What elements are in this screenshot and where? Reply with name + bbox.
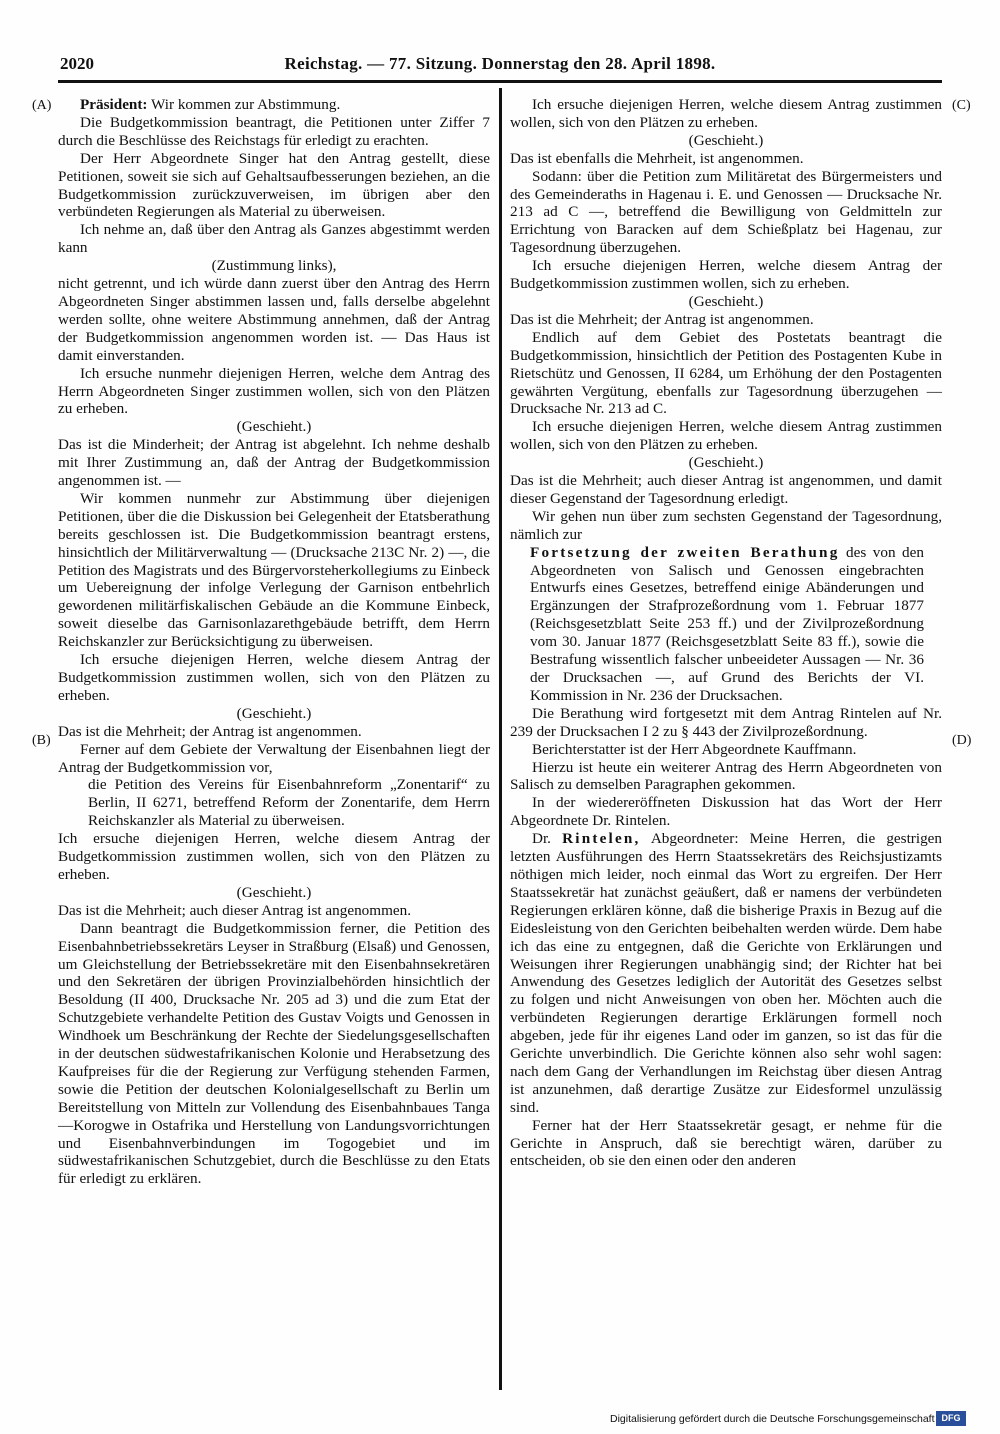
interjection: (Geschieht.)	[236, 418, 312, 436]
interjection: (Geschieht.)	[688, 131, 764, 149]
paragraph: Wir kommen nunmehr zur Abstimmung über diejenigen Petitionen, über die die Diskussion bei Gelegenheit der Etatsberathung bereits geschlossen ist. Die Budgetkommission beantragt erstens, hinsichtlich der Militärverwaltung — (Drucksache 213C Nr. 2) —, die Petition des Magistrats und des Bürgervorsteherkollegiums zu Einbeck um Uebereignung der infolge Verlegung der Garnison entbehrlich gewordenen militärfiskalischen Gebäude an die Kommune Einbeck, soweit dieselbe das Garnisonlazarethgebäude betrifft, dem Herrn Reichskanzler zur Berücksichtigung zu überweisen.	[58, 489, 490, 651]
margin-mark-d: (D)	[952, 733, 972, 748]
paragraph: Dr. Rintelen, Abgeordneter: Meine Herren, die gestrigen letzten Ausführungen des Herrn Staatssekretärs des Reichsjustizamts nöthigen mich leider, noch einmal das Wort zu ergreifen. Der Herr Staatssekretär hat zunächst geäußert, daß er namens der verbündeten Regierungen erklären könne, daß die bisherige Praxis in Bezug auf die Eidesleistung von den Gerichten beibehalten werden würde. Dem habe ich das eine zu entgegnen, daß die Gerichte von Erklärungen und Weisungen ihrer Regierungen unabhängig sind; der Richter hat bei Anwendung des Gesetzes lediglich der Autorität des Gesetzes selbst zu folgen und nicht Anweisungen von oben her. Möchten auch die verbündeten Regierungen derartige Erklärungen formell noch abgeben, jede für ihr eigenes Land oder im ganzen, so ist das für die Gerichte unverbindlich. Die Gerichte können also sehr wohl sagen: nach dem Gang der Verhandlungen im Reichstag über diesen Antrag ist anzunehmen, daß derartige Zusätze zur Eidesformel unzulässig sind.	[510, 830, 943, 1116]
paragraph: Präsident: Wir kommen zur Abstimmung.	[80, 96, 341, 113]
paragraph: Ich ersuche diejenigen Herren, welche diesem Antrag der Budgetkommission zustimmen wollen, sich von den Plätzen zu erheben.	[58, 651, 490, 704]
margin-mark-c: (C)	[952, 98, 971, 113]
paragraph: Das ist die Mehrheit; auch dieser Antrag ist angenommen, und damit dieser Gegenstand der Tagesordnung erledigt.	[510, 472, 942, 507]
paragraph: Ich ersuche diejenigen Herren, welche diesem Antrag der Budgetkommission zustimmen wollen, sich von den Plätzen zu erheben.	[58, 830, 490, 883]
paragraph: Ich nehme an, daß über den Antrag als Ganzes abgestimmt werden kann	[58, 221, 490, 257]
paragraph: Ich ersuche diejenigen Herren, welche diesem Antrag zustimmen wollen, sich von den Plätzen zu erheben.	[510, 418, 942, 454]
speaker-name: Präsident:	[80, 96, 148, 113]
paragraph: Sodann: über die Petition zum Militäretat des Bürgermeisters und des Gemeinderaths in Hagenau i. E. und Genossen — Drucksache Nr. 213 ad C —, betreffend die Bewilligung von Geldmitteln zur Errichtung von Baracken auf dem Schießplatz bei Hagenau, zur Tagesordnung überzugehen.	[510, 167, 942, 257]
page-title: Reichstag. — 77. Sitzung. Donnerstag den 28. April 1898.	[284, 54, 716, 73]
column-divider	[499, 88, 502, 1390]
interjection: (Geschieht.)	[236, 883, 312, 901]
paragraph: Die Berathung wird fortgesetzt mit dem Antrag Rintelen auf Nr. 239 der Drucksachen I 2 zu § 443 der Zivilprozeßordnung.	[510, 704, 942, 740]
credit-text: Digitalisierung gefördert durch die Deutsche Forschungsgemeinschaft	[610, 1413, 935, 1425]
dfg-logo: DFG	[936, 1411, 966, 1426]
paragraph: Ich ersuche diejenigen Herren, welche diesem Antrag zustimmen wollen, sich von den Plätzen zu erheben.	[510, 96, 942, 131]
paragraph: nicht getrennt, und ich würde dann zuerst über den Antrag des Herrn Abgeordneten Singer abstimmen lassen und, falls derselbe abgelehnt werden sollte, ohne weitere Abstimmung annehmen, daß der Antrag der Budgetkommission angenommen worden ist. — Das Haus ist damit einverstanden.	[58, 275, 490, 364]
margin-mark-b: (B)	[32, 733, 51, 748]
paragraph: Wir gehen nun über zum sechsten Gegenstand der Tagesordnung, nämlich zur	[510, 507, 942, 543]
speaker-name: Rintelen,	[562, 830, 641, 848]
interjection: (Geschieht.)	[688, 454, 764, 472]
paragraph: Ich ersuche nunmehr diejenigen Herren, welche dem Antrag des Herrn Abgeordneten Singer zustimmen wollen, sich von den Plätzen zu erheben.	[58, 364, 490, 418]
agenda-heading: Fortsetzung der zweiten Berathung	[530, 543, 840, 561]
indented-motion: die Petition des Vereins für Eisenbahnreform „Zonentarif“ zu Berlin, II 6271, betreffend Reform der Zonentarife, dem Herrn Reichskanzler als Material zu überweisen.	[88, 776, 490, 830]
paragraph: Das ist die Minderheit; der Antrag ist abgelehnt. Ich nehme deshalb mit Ihrer Zustimmung an, daß der Antrag der Budgetkommission angenommen ist. —	[58, 436, 490, 490]
margin-mark-a: (A)	[32, 98, 52, 113]
interjection: (Geschieht.)	[236, 704, 312, 722]
paragraph: Das ist die Mehrheit; der Antrag ist angenommen.	[510, 310, 814, 328]
paragraph: Endlich auf dem Gebiet des Postetats beantragt die Budgetkommission, hinsichtlich der Petition des Postagenten Kube in Rietschütz und Genossen, II 6284, um Erhöhung der den Postagenten gewährten Vergütung, ebenfalls zur Tagesordnung überzugehen — Drucksache Nr. 213 ad C.	[510, 328, 942, 418]
paragraph: Das ist die Mehrheit; der Antrag ist angenommen.	[58, 722, 362, 740]
paragraph: Ich ersuche diejenigen Herren, welche diesem Antrag der Budgetkommission zustimmen wollen, sich zu erheben.	[510, 257, 942, 293]
paragraph: Das ist die Mehrheit; auch dieser Antrag ist angenommen.	[58, 901, 412, 919]
digitization-credit	[610, 1410, 966, 1428]
paragraph: Ferner auf dem Gebiete der Verwaltung der Eisenbahnen liegt der Antrag der Budgetkommission vor,	[58, 740, 490, 776]
paragraph: Dann beantragt die Budgetkommission ferner, die Petition des Eisenbahnbetriebssekretärs Leyser in Straßburg (Elsaß) und Genossen, um Gleichstellung der Betriebssekretäre mit den Eisenbahnsekretären und den Sekretären der übrigen Provinzialbehörden hinsichtlich der Besoldung (II 400, Drucksache Nr. 205 ad 3) und die zum Etat der Schutzgebiete verhandelte Petition des Gustav Voigts und Genossen in Windhoek um Beschränkung der Rechte der Siedelungsgesellschaften in der deutschen südwestafrikanischen Kolonie und Herabsetzung des Kaufpreises für die der Regierung zur Verfügung stehenden Farmen, sowie die Petition der deutschen Kolonialgesellschaft zu Berlin um Bereitstellung von Mitteln zur Vollendung des Eisenbahnbaues Tanga—Korogwe in Ostafrika und Herstellung von Landungsvorrichtungen und Eisenbahnverbindungen im Togogebiet und im südwestafrikanischen Schutzgebiet, durch die Beschlüsse zu den Etats für erledigt zu erklären.	[58, 919, 490, 1188]
left-column	[58, 96, 490, 1188]
interjection: (Zustimmung links),	[211, 257, 337, 275]
paragraph: Ferner hat der Herr Staatssekretär gesagt, er nehme für die Gerichte in Anspruch, daß sie berechtigt wären, darüber zu entscheiden, ob sie den einen oder den anderen	[510, 1116, 942, 1170]
paragraph: Berichterstatter ist der Herr Abgeordnete Kauffmann.	[532, 740, 857, 758]
page-number: 2020	[60, 54, 94, 73]
right-column	[510, 96, 942, 1170]
header-rule	[58, 80, 942, 83]
paragraph: Hierzu ist heute ein weiterer Antrag des Herrn Abgeordneten von Salisch zu demselben Paragraphen gekommen.	[510, 758, 942, 794]
agenda-item: Fortsetzung der zweiten Berathung des von den Abgeordneten von Salisch und Genossen eingebrachten Entwurfs eines Gesetzes, betreffend einige Abänderungen und Ergänzungen der Strafprozeßordnung vom 1. Februar 1877 (Reichsgesetzblatt Seite 253 ff.) und der Zivilprozeßordnung vom 30. Januar 1877 (Reichsgesetzblatt Seite 83 ff.), sowie die Bestrafung wissentlich falscher unbeeideter Aussagen — Nr. 36 der Drucksachen —, auf Grund des Berichts der VI. Kommission in Nr. 236 der Drucksachen.	[530, 543, 924, 704]
paragraph: In der wiedereröffneten Diskussion hat das Wort der Herr Abgeordnete Dr. Rintelen.	[510, 794, 942, 830]
paragraph: Der Herr Abgeordnete Singer hat den Antrag gestellt, diese Petitionen, soweit sie sich auf Gehaltsaufbesserungen beziehen, an die Budgetkommission zurückzuverweisen, im übrigen aber den verbündeten Regierungen als Material zu überweisen.	[58, 149, 490, 221]
page-header	[60, 50, 940, 80]
paragraph: Die Budgetkommission beantragt, die Petitionen unter Ziffer 7 durch die Beschlüsse des Reichstags für erledigt zu erachten.	[58, 113, 490, 149]
paragraph: Das ist ebenfalls die Mehrheit, ist angenommen.	[510, 149, 804, 167]
interjection: (Geschieht.)	[688, 292, 764, 310]
